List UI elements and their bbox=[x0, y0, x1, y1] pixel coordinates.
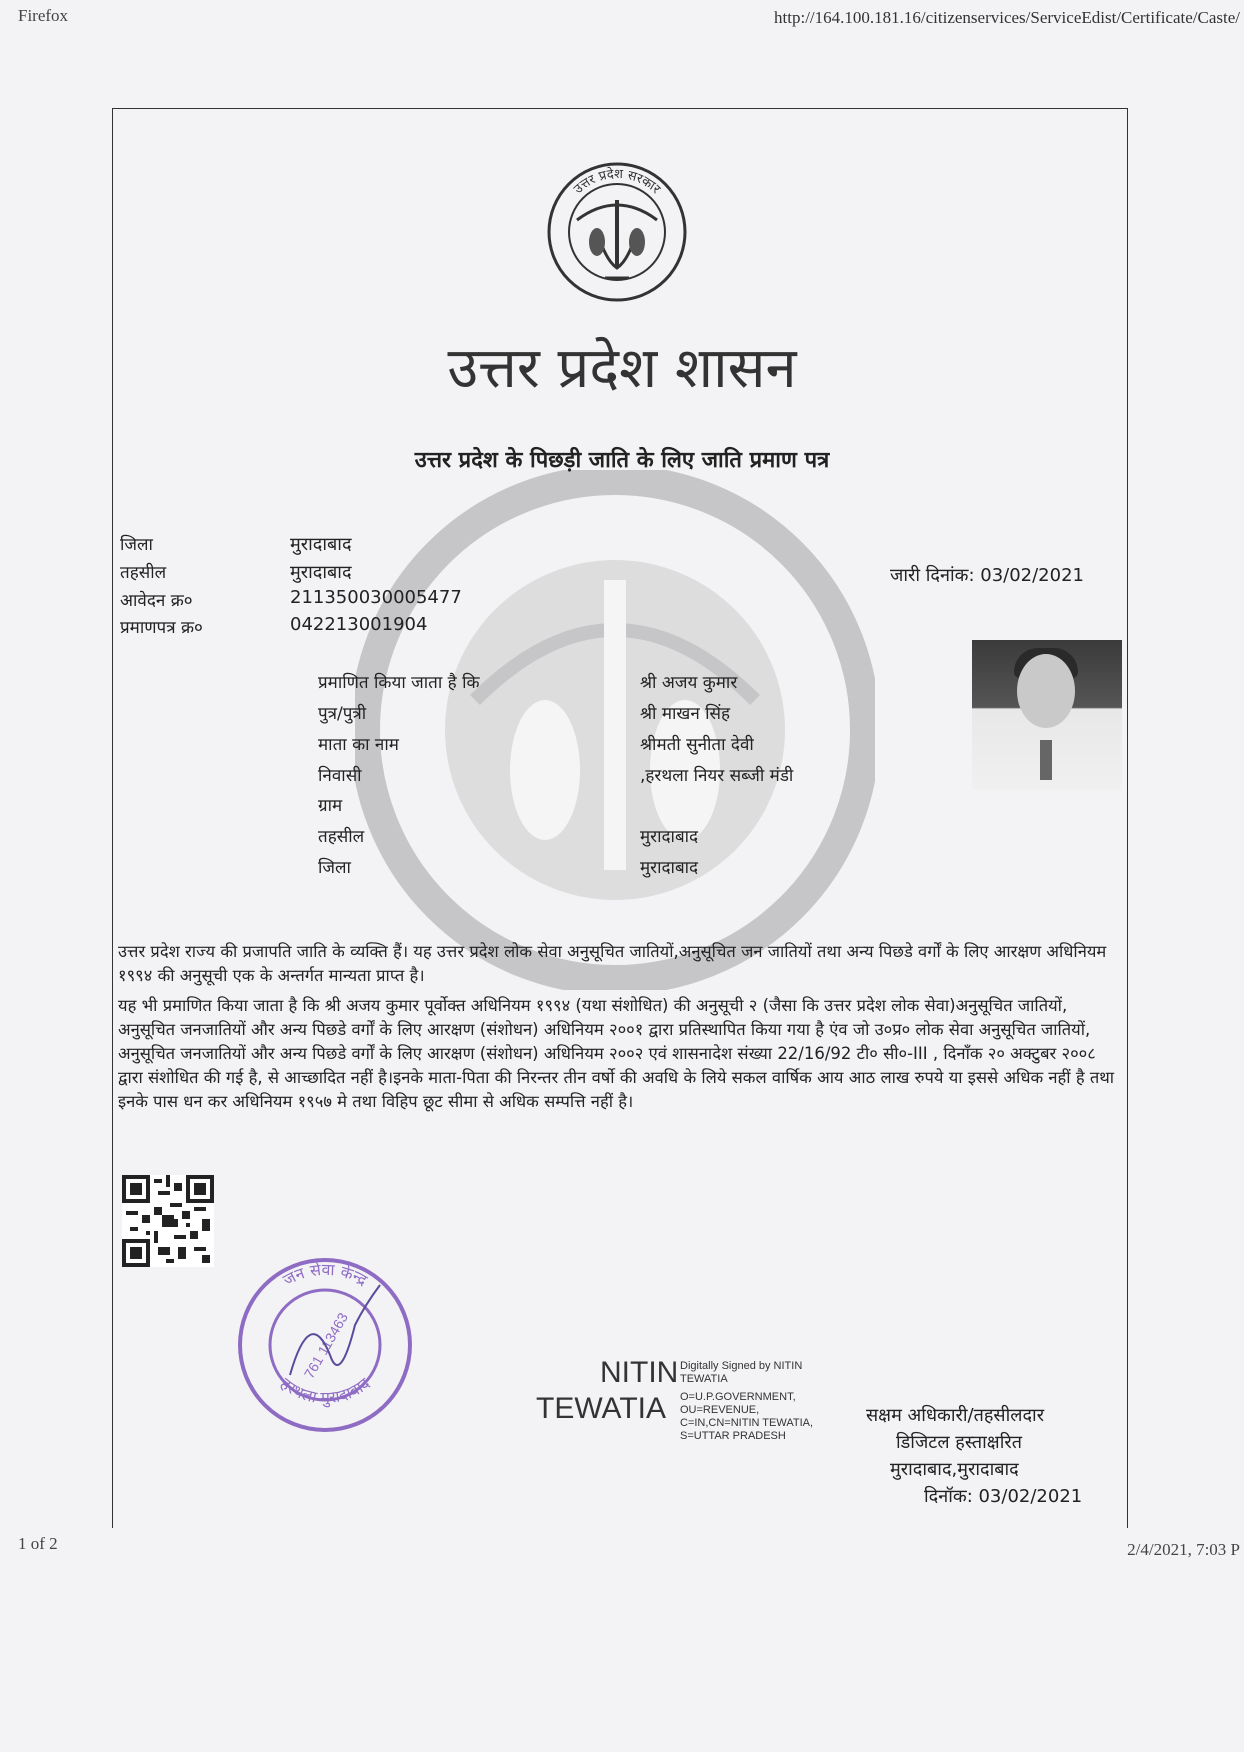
signature-detail-3: O=U.P.GOVERNMENT, bbox=[680, 1391, 796, 1403]
stamp-number: 761 113463 bbox=[300, 1309, 352, 1382]
meta-label-application-no: आवेदन क्र० bbox=[120, 591, 193, 611]
detail-label-resident: निवासी bbox=[318, 766, 362, 786]
detail-value-resident: ,हरथला नियर सब्जी मंडी bbox=[640, 766, 794, 786]
detail-value-father: श्री माखन सिंह bbox=[640, 704, 731, 724]
meta-label-district: जिला bbox=[120, 535, 153, 555]
signature-detail-4: OU=REVENUE, bbox=[680, 1404, 760, 1416]
print-datetime: 2/4/2021, 7:03 P bbox=[1127, 1540, 1240, 1559]
detail-label-district: जिला bbox=[318, 858, 351, 878]
certificate-paragraph-2: यह भी प्रमाणित किया जाता है कि श्री अजय कुमार पूर्वोक्त अधिनियम १९९४ (यथा संशोधित) की अनुसूची २ (जैसा कि उत्तर प्रदेश लोक सेवा)अनुसूचित जातियों, अनुसूचित जनजातियों और अन्य पिछडे वर्गों के लिए आरक्षण (संशोधन) अधिनियम २००१ द्वारा प्रतिस्थापित किया गया है एंव जो उ०प्र० लोक सेवा अनुसूचित जातियों, अनुसूचित जनजातियों और अन्य पिछडे वर्गों के लिए आरक्षण (संशोधन) अधिनियम २००२ एवं शासनादेश संख्या 22/16/92 टी० सी०-III , दिनाँक २० अक्टुबर २००८ द्वारा संशोधित की गई है, से आच्छादित नहीं है।इनके माता-पिता की निरन्तर तीन वर्षो की अवधि के लिये सकल वार्षिक आय आठ लाख रुपये या इससे अधिक नहीं है तथा इनके पास धन कर अधिनियम १९५७ मे तथा विहिप छूट सीमा से अधिक सम्पत्ति नहीं है। bbox=[118, 996, 1115, 1111]
meta-value-district: मुरादाबाद bbox=[290, 534, 352, 555]
signature-detail-6: S=UTTAR PRADESH bbox=[680, 1430, 786, 1442]
officer-place: मुरादाबाद,मुरादाबाद bbox=[890, 1459, 1019, 1480]
applicant-photo bbox=[972, 640, 1122, 790]
meta-label-tehsil: तहसील bbox=[120, 563, 167, 583]
meta-value-tehsil: मुरादाबाद bbox=[290, 562, 352, 583]
stamp-bottom-text: हरथला मुरादाबाद bbox=[276, 1373, 374, 1408]
jan-seva-kendra-stamp bbox=[230, 1245, 420, 1435]
signer-name-line2: TEWATIA bbox=[536, 1392, 666, 1425]
svg-text:उत्तर प्रदेश सरकार bbox=[571, 166, 663, 198]
emblem-ring-text: उत्तर प्रदेश सरकार bbox=[571, 166, 664, 198]
detail-label-tehsil: तहसील bbox=[318, 827, 365, 847]
signer-name-line1: NITIN bbox=[600, 1356, 679, 1389]
officer-signed-note: डिजिटल हस्ताक्षरित bbox=[896, 1432, 1022, 1453]
meta-value-certificate-no: 042213001904 bbox=[290, 614, 428, 635]
certificate-subtitle: उत्तर प्रदेश के पिछड़ी जाति के लिए जाति प्रमाण पत्र bbox=[414, 448, 830, 473]
svg-text:हरथला मुरादाबाद bbox=[277, 1373, 374, 1408]
signature-detail-1: Digitally Signed by NITIN bbox=[680, 1360, 803, 1372]
signature-detail-2: TEWATIA bbox=[680, 1373, 728, 1385]
page-count: 1 of 2 bbox=[18, 1534, 58, 1553]
detail-value-district: मुरादाबाद bbox=[640, 858, 699, 878]
issue-date: जारी दिनांक: 03/02/2021 bbox=[890, 565, 1084, 586]
browser-name: Firefox bbox=[18, 6, 69, 25]
detail-value-name: श्री अजय कुमार bbox=[640, 673, 738, 693]
officer-date: दिनॉक: 03/02/2021 bbox=[924, 1486, 1083, 1507]
signature-detail-5: C=IN,CN=NITIN TEWATIA, bbox=[680, 1417, 814, 1429]
page-url: http://164.100.181.16/citizenservices/ServiceEdist/Certificate/Caste/ bbox=[774, 8, 1240, 27]
detail-label-certified: प्रमाणित किया जाता है कि bbox=[318, 673, 480, 693]
detail-label-village: ग्राम bbox=[318, 796, 343, 816]
detail-value-mother: श्रीमती सुनीता देवी bbox=[640, 735, 754, 755]
stamp-top-text: जन सेवा केन्द्र bbox=[279, 1259, 371, 1290]
certificate-paragraph-1: उत्तर प्रदेश राज्य की प्रजापति जाति के व्यक्ति हैं। यह उत्तर प्रदेश लोक सेवा अनुसूचित जातियों,अनुसूचित जन जातियों तथा अन्य पिछडे वर्गों के लिए आरक्षण अधिनियम १९९४ की अनुसूची एक के अन्तर्गत मान्यता प्राप्त है। bbox=[118, 942, 1107, 985]
meta-label-certificate-no: प्रमाणपत्र क्र० bbox=[120, 618, 203, 638]
emblem-text-ring bbox=[545, 160, 689, 304]
meta-value-application-no: 211350030005477 bbox=[290, 587, 462, 608]
watermark-emblem-icon bbox=[355, 470, 875, 990]
qr-code-icon bbox=[122, 1175, 214, 1267]
detail-label-mother: माता का नाम bbox=[318, 735, 399, 755]
officer-designation: सक्षम अधिकारी/तहसीलदार bbox=[866, 1405, 1045, 1426]
detail-value-tehsil: मुरादाबाद bbox=[640, 827, 699, 847]
certificate-title: उत्तर प्रदेश शासन bbox=[447, 336, 797, 401]
detail-label-son-of: पुत्र/पुत्री bbox=[318, 704, 367, 724]
